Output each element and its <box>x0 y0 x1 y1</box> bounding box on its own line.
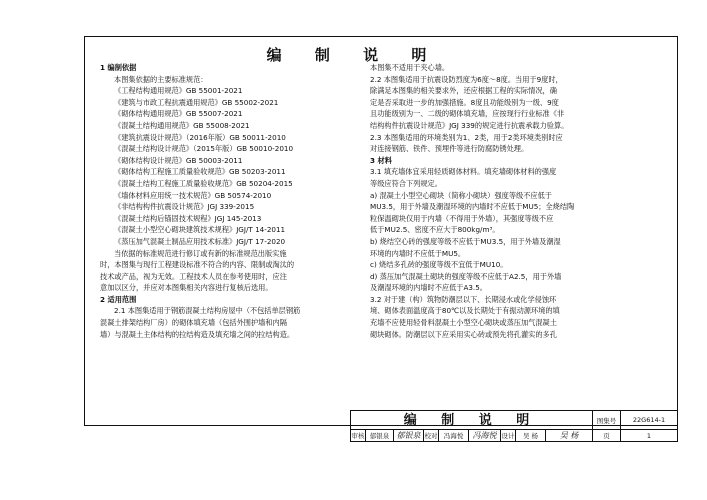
reviewer-name: 郁银泉 <box>366 430 394 441</box>
page-title: 编 制 说 明 <box>266 46 441 64</box>
left-column <box>100 62 356 340</box>
material-line: MU3.5，用于外墙及潮湿环境的内墙时不应低于MU5；全烧结陶 <box>370 202 575 212</box>
material-line: 低于MU2.5、密度不应大于800kg/m³。 <box>370 225 500 235</box>
section-2-heading: 2 适用范围 <box>100 294 137 304</box>
standard-item: 《墙体材料应用统一技术规范》GB 50574-2010 <box>114 190 272 200</box>
title-block-top-row <box>351 411 677 430</box>
design-label: 设计 <box>501 432 515 440</box>
scope-line: 且功能级别为一、二级的砌体填充墙，应按现行行业标准《非 <box>370 109 565 119</box>
check-label: 校对 <box>424 432 438 440</box>
material-line: c) 烧结多孔砖的强度等级不宜低于MU10。 <box>370 260 508 270</box>
page-label: 页 <box>593 430 621 441</box>
review-label: 审核 <box>351 432 365 440</box>
scope-line: 除满足本图集的相关要求外，还应根据工程的实际情况，确 <box>370 86 557 96</box>
checker-name: 冯海悦 <box>439 430 469 441</box>
designer-name: 吴 杨 <box>516 430 546 441</box>
designer-signature: 吴 杨 <box>546 430 593 441</box>
material-line: b) 烧结空心砖的强度等级不应低于MU3.5，用于外墙及潮湿 <box>370 236 561 246</box>
standard-item: 《蒸压加气混凝土制品应用技术标准》JGJ/T 17-2020 <box>114 236 286 246</box>
material-line: 环境的内墙时不应低于MU5。 <box>370 248 466 258</box>
material-line: 3.2 对于建（构）筑物防潮层以下、长期浸水或化学侵蚀环 <box>370 294 557 304</box>
standard-item: 《工程结构通用规范》GB 55001-2021 <box>114 86 243 96</box>
material-line: a) 混凝土小型空心砌块（简称小砌块）强度等级不应低于 <box>370 190 552 200</box>
standard-item: 《建筑与市政工程抗震通用规范》GB 55002-2021 <box>114 97 279 107</box>
scope-line: 2.3 本图集适用的环境类别为1、2类，用于2类环境类别时应 <box>370 132 563 142</box>
scope-line: 结构构件抗震设计规范》JGJ 339的规定进行抗震承载力验算。 <box>370 120 569 130</box>
note-line: 时，本图集与现行工程建设标准不符合的内容、限制或淘汰的 <box>100 260 295 270</box>
material-line: 充墙不应使用轻骨料混凝土小型空心砌块或蒸压加气混凝土 <box>370 318 557 328</box>
material-line: 砌块砌体。防潮层以下应采用实心砖或预先将孔灌实的多孔 <box>370 329 557 339</box>
page-number: 1 <box>646 431 652 440</box>
standard-item: 《混凝土结构后锚固技术规程》JGJ 145-2013 <box>114 213 262 223</box>
section-1-intro: 本图集依据的主要标准规范： <box>114 74 208 84</box>
section-1-heading: 1 编制依据 <box>100 63 137 72</box>
atlas-no-label: 图集号 <box>593 411 621 429</box>
scope-line: 本图集不适用于夹心墙。 <box>370 63 450 72</box>
checker-signature: 冯海悦 <box>469 430 501 441</box>
material-line: 境、砌体表面温度高于80℃以及长期处于有振动源环境的填 <box>370 306 560 316</box>
standard-item: 《混凝土结构工程施工质量验收规范》GB 50204-2015 <box>114 178 293 188</box>
scope-line: 墙）与混凝土主体结构的拉结构造及填充墙之间的拉结构造。 <box>100 329 295 339</box>
scope-line: 2.2 本图集适用于抗震设防烈度为6度～8度。当用于9度时， <box>370 74 563 84</box>
material-line: 粒保温砌块仅用于内墙（不得用于外墙），其强度等级不应 <box>370 213 554 223</box>
scope-line: 混凝土排架结构厂房）的砌体填充墙（包括外围护墙和内隔 <box>100 318 287 328</box>
material-line: 等级应符合下列规定。 <box>370 178 442 188</box>
section-3-heading: 3 材料 <box>370 155 392 165</box>
scope-line: 2.1 本图集适用于钢筋混凝土结构房屋中（不包括单层钢筋 <box>114 306 301 316</box>
material-line: 及潮湿环境的内墙时不应低于A3.5。 <box>370 283 487 293</box>
title-block-title: 编 制 说 明 <box>351 411 593 430</box>
standard-item: 《砌体结构设计规范》GB 50003-2011 <box>114 155 243 165</box>
reviewer-signature: 郁银泉 <box>394 430 424 441</box>
standard-item: 《砌体结构工程施工质量验收规范》GB 50203-2011 <box>114 167 286 177</box>
standard-item: 《非结构构件抗震设计规范》JGJ 339-2015 <box>114 202 255 212</box>
atlas-no: 22G614-1 <box>632 416 666 424</box>
material-line: d) 蒸压加气混凝土砌块的强度等级不应低于A2.5，用于外墙 <box>370 271 562 281</box>
standard-item: 《砌体结构通用规范》GB 55007-2021 <box>114 109 243 119</box>
standard-item: 《混凝土结构设计规范》（2015年版）GB 50010-2010 <box>114 144 294 154</box>
standard-item: 《建筑抗震设计规范》（2016年版）GB 50011-2010 <box>114 132 286 142</box>
scope-line: 对连接钢筋、铁件、预埋件等进行防腐防锈处理。 <box>370 144 529 154</box>
standard-item: 《混凝土结构通用规范》GB 55008-2021 <box>114 120 250 130</box>
right-column <box>370 62 666 340</box>
scope-line: 定是否采取进一步的加强措施。8度且功能级别为一级、9度 <box>370 97 559 107</box>
note-line: 意加以区分，并应对本图集相关内容进行复核后选用。 <box>100 283 273 293</box>
note-line: 技术或产品，视为无效。工程技术人员在参考使用时，应注 <box>100 271 287 281</box>
material-line: 3.1 填充墙体宜采用轻质砌体材料。填充墙砌体材料的强度 <box>370 167 557 177</box>
title-block <box>350 410 678 442</box>
note-line: 当依据的标准规范进行修订或有新的标准规范出版实施 <box>114 248 287 258</box>
standard-item: 《混凝土小型空心砌块建筑技术规程》JGJ/T 14-2011 <box>114 225 286 235</box>
